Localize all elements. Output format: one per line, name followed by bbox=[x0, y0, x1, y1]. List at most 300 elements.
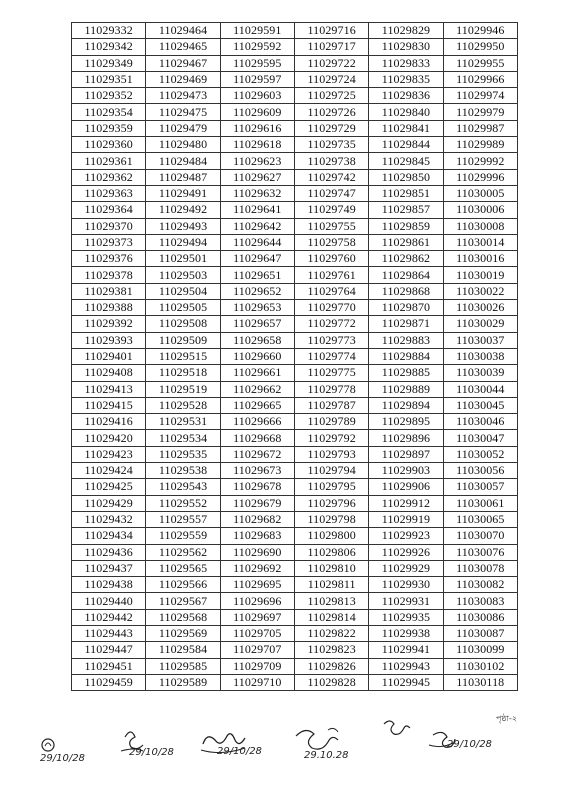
table-row bbox=[72, 446, 518, 462]
roll-number-cell: 11029764 bbox=[294, 283, 368, 299]
roll-number-cell: 11029653 bbox=[220, 300, 294, 316]
table-row bbox=[72, 39, 518, 55]
roll-number-cell: 11030039 bbox=[443, 365, 517, 381]
roll-number-cell: 11029505 bbox=[146, 300, 220, 316]
roll-number-cell: 11029833 bbox=[369, 55, 443, 71]
roll-number-cell: 11030118 bbox=[443, 674, 517, 690]
roll-number-cell: 11029370 bbox=[72, 218, 146, 234]
signature-1-date: 29/10/28 bbox=[40, 753, 85, 764]
roll-number-cell: 11029651 bbox=[220, 267, 294, 283]
roll-number-cell: 11029443 bbox=[72, 625, 146, 641]
signature-2-date: 29/10/28 bbox=[129, 747, 174, 758]
roll-number-cell: 11029432 bbox=[72, 511, 146, 527]
roll-number-cell: 11029943 bbox=[369, 658, 443, 674]
roll-number-cell: 11029475 bbox=[146, 104, 220, 120]
table-row bbox=[72, 593, 518, 609]
roll-number-cell: 11029793 bbox=[294, 446, 368, 462]
roll-number-cell: 11029543 bbox=[146, 479, 220, 495]
roll-number-cell: 11029392 bbox=[72, 316, 146, 332]
roll-number-cell: 11029487 bbox=[146, 169, 220, 185]
roll-number-cell: 11030065 bbox=[443, 511, 517, 527]
table-row bbox=[72, 251, 518, 267]
roll-number-cell: 11030008 bbox=[443, 218, 517, 234]
table-row bbox=[72, 463, 518, 479]
roll-number-cell: 11030082 bbox=[443, 577, 517, 593]
roll-number-cell: 11029534 bbox=[146, 430, 220, 446]
table-row bbox=[72, 267, 518, 283]
table-row bbox=[72, 414, 518, 430]
roll-number-cell: 11030083 bbox=[443, 593, 517, 609]
signature-3-date: 29/10/28 bbox=[217, 746, 262, 757]
roll-number-cell: 11029758 bbox=[294, 234, 368, 250]
table-row bbox=[72, 55, 518, 71]
roll-number-cell: 11029508 bbox=[146, 316, 220, 332]
roll-number-cell: 11029658 bbox=[220, 332, 294, 348]
roll-number-cell: 11029945 bbox=[369, 674, 443, 690]
roll-number-cell: 11029761 bbox=[294, 267, 368, 283]
roll-number-cell: 11029363 bbox=[72, 185, 146, 201]
roll-number-cell: 11029770 bbox=[294, 300, 368, 316]
table-row bbox=[72, 381, 518, 397]
roll-number-cell: 11029465 bbox=[146, 39, 220, 55]
roll-number-cell: 11029738 bbox=[294, 153, 368, 169]
table-row bbox=[72, 365, 518, 381]
roll-number-cell: 11029774 bbox=[294, 348, 368, 364]
roll-number-cell: 11029760 bbox=[294, 251, 368, 267]
roll-number-cell: 11029789 bbox=[294, 414, 368, 430]
roll-number-cell: 11029515 bbox=[146, 348, 220, 364]
table-row bbox=[72, 625, 518, 641]
signature-6-date: 29/10/28 bbox=[447, 739, 492, 750]
roll-number-cell: 11030102 bbox=[443, 658, 517, 674]
roll-number-cell: 11029966 bbox=[443, 71, 517, 87]
roll-number-cell: 11029705 bbox=[220, 625, 294, 641]
roll-number-cell: 11029755 bbox=[294, 218, 368, 234]
roll-number-cell: 11029717 bbox=[294, 39, 368, 55]
roll-number-cell: 11029923 bbox=[369, 528, 443, 544]
roll-number-cell: 11029661 bbox=[220, 365, 294, 381]
roll-number-cell: 11029434 bbox=[72, 528, 146, 544]
roll-number-cell: 11029725 bbox=[294, 88, 368, 104]
roll-number-cell: 11029722 bbox=[294, 55, 368, 71]
roll-number-cell: 11029408 bbox=[72, 365, 146, 381]
roll-number-cell: 11029845 bbox=[369, 153, 443, 169]
table-row bbox=[72, 609, 518, 625]
roll-number-cell: 11029381 bbox=[72, 283, 146, 299]
roll-number-cell: 11029707 bbox=[220, 642, 294, 658]
roll-number-cell: 11029870 bbox=[369, 300, 443, 316]
roll-number-cell: 11029726 bbox=[294, 104, 368, 120]
roll-number-cell: 11029591 bbox=[220, 23, 294, 39]
roll-number-cell: 11029644 bbox=[220, 234, 294, 250]
roll-number-cell: 11029889 bbox=[369, 381, 443, 397]
roll-number-cell: 11029835 bbox=[369, 71, 443, 87]
roll-number-cell: 11030052 bbox=[443, 446, 517, 462]
roll-number-cell: 11029861 bbox=[369, 234, 443, 250]
roll-number-cell: 11029690 bbox=[220, 544, 294, 560]
roll-number-cell: 11029822 bbox=[294, 625, 368, 641]
roll-number-cell: 11029603 bbox=[220, 88, 294, 104]
roll-number-cell: 11029342 bbox=[72, 39, 146, 55]
roll-number-cell: 11029557 bbox=[146, 511, 220, 527]
roll-number-table bbox=[71, 22, 518, 691]
roll-number-cell: 11030044 bbox=[443, 381, 517, 397]
roll-number-cell: 11029906 bbox=[369, 479, 443, 495]
roll-number-cell: 11029697 bbox=[220, 609, 294, 625]
roll-number-cell: 11029429 bbox=[72, 495, 146, 511]
roll-number-cell: 11029567 bbox=[146, 593, 220, 609]
roll-number-cell: 11030026 bbox=[443, 300, 517, 316]
roll-number-cell: 11029692 bbox=[220, 560, 294, 576]
roll-number-cell: 11029559 bbox=[146, 528, 220, 544]
roll-number-cell: 11029929 bbox=[369, 560, 443, 576]
roll-number-cell: 11029823 bbox=[294, 642, 368, 658]
roll-number-cell: 11029800 bbox=[294, 528, 368, 544]
table-row bbox=[72, 120, 518, 136]
roll-number-cell: 11029467 bbox=[146, 55, 220, 71]
roll-number-cell: 11029623 bbox=[220, 153, 294, 169]
roll-number-cell: 11029627 bbox=[220, 169, 294, 185]
roll-number-cell: 11030056 bbox=[443, 463, 517, 479]
table-row bbox=[72, 430, 518, 446]
table-row bbox=[72, 658, 518, 674]
roll-number-cell: 11029679 bbox=[220, 495, 294, 511]
roll-number-cell: 11029792 bbox=[294, 430, 368, 446]
roll-number-cell: 11029683 bbox=[220, 528, 294, 544]
table-row bbox=[72, 88, 518, 104]
table-row bbox=[72, 104, 518, 120]
table-row bbox=[72, 169, 518, 185]
roll-number-cell: 11029903 bbox=[369, 463, 443, 479]
roll-number-cell: 11029724 bbox=[294, 71, 368, 87]
roll-number-cell: 11029709 bbox=[220, 658, 294, 674]
table-row bbox=[72, 202, 518, 218]
signature-2 bbox=[115, 725, 185, 765]
table-row bbox=[72, 348, 518, 364]
roll-number-cell: 11030086 bbox=[443, 609, 517, 625]
roll-number-cell: 11029735 bbox=[294, 137, 368, 153]
roll-number-cell: 11029897 bbox=[369, 446, 443, 462]
roll-number-cell: 11029836 bbox=[369, 88, 443, 104]
table-row bbox=[72, 316, 518, 332]
roll-number-cell: 11029695 bbox=[220, 577, 294, 593]
roll-number-cell: 11029469 bbox=[146, 71, 220, 87]
table-row bbox=[72, 642, 518, 658]
signature-1 bbox=[36, 735, 96, 771]
roll-number-cell: 11029451 bbox=[72, 658, 146, 674]
roll-number-cell: 11029362 bbox=[72, 169, 146, 185]
roll-number-cell: 11029773 bbox=[294, 332, 368, 348]
roll-number-cell: 11030038 bbox=[443, 348, 517, 364]
roll-number-cell: 11029930 bbox=[369, 577, 443, 593]
roll-number-cell: 11029826 bbox=[294, 658, 368, 674]
roll-number-cell: 11029662 bbox=[220, 381, 294, 397]
table-row bbox=[72, 23, 518, 39]
roll-number-cell: 11029742 bbox=[294, 169, 368, 185]
roll-number-cell: 11029538 bbox=[146, 463, 220, 479]
roll-number-cell: 11029775 bbox=[294, 365, 368, 381]
roll-number-cell: 11029332 bbox=[72, 23, 146, 39]
signature-2-mark bbox=[115, 725, 185, 765]
roll-number-cell: 11029647 bbox=[220, 251, 294, 267]
roll-number-cell: 11029420 bbox=[72, 430, 146, 446]
roll-number-cell: 11029884 bbox=[369, 348, 443, 364]
roll-number-cell: 11029349 bbox=[72, 55, 146, 71]
roll-number-cell: 11029665 bbox=[220, 397, 294, 413]
roll-number-cell: 11029992 bbox=[443, 153, 517, 169]
roll-number-cell: 11029806 bbox=[294, 544, 368, 560]
roll-number-cell: 11029351 bbox=[72, 71, 146, 87]
roll-number-cell: 11029716 bbox=[294, 23, 368, 39]
roll-number-cell: 11029857 bbox=[369, 202, 443, 218]
roll-number-cell: 11029796 bbox=[294, 495, 368, 511]
roll-number-cell: 11029609 bbox=[220, 104, 294, 120]
roll-number-cell: 11029535 bbox=[146, 446, 220, 462]
roll-number-cell: 11029480 bbox=[146, 137, 220, 153]
roll-number-cell: 11029672 bbox=[220, 446, 294, 462]
roll-number-cell: 11029979 bbox=[443, 104, 517, 120]
roll-number-cell: 11029584 bbox=[146, 642, 220, 658]
roll-number-cell: 11029592 bbox=[220, 39, 294, 55]
roll-number-cell: 11029501 bbox=[146, 251, 220, 267]
roll-number-cell: 11029473 bbox=[146, 88, 220, 104]
roll-number-cell: 11029810 bbox=[294, 560, 368, 576]
roll-number-cell: 11029436 bbox=[72, 544, 146, 560]
roll-number-cell: 11030061 bbox=[443, 495, 517, 511]
roll-number-cell: 11029840 bbox=[369, 104, 443, 120]
roll-number-cell: 11029423 bbox=[72, 446, 146, 462]
roll-number-cell: 11029896 bbox=[369, 430, 443, 446]
roll-number-cell: 11029552 bbox=[146, 495, 220, 511]
roll-number-cell: 11029528 bbox=[146, 397, 220, 413]
roll-number-cell: 11029416 bbox=[72, 414, 146, 430]
roll-number-cell: 11029798 bbox=[294, 511, 368, 527]
table-row bbox=[72, 495, 518, 511]
roll-number-cell: 11029459 bbox=[72, 674, 146, 690]
roll-number-cell: 11029484 bbox=[146, 153, 220, 169]
roll-number-cell: 11030022 bbox=[443, 283, 517, 299]
roll-number-cell: 11030019 bbox=[443, 267, 517, 283]
roll-number-cell: 11029935 bbox=[369, 609, 443, 625]
roll-number-cell: 11029696 bbox=[220, 593, 294, 609]
roll-number-cell: 11029440 bbox=[72, 593, 146, 609]
roll-number-cell: 11029361 bbox=[72, 153, 146, 169]
signature-4-date: 29.10.28 bbox=[304, 750, 349, 761]
table-row bbox=[72, 185, 518, 201]
roll-number-cell: 11029950 bbox=[443, 39, 517, 55]
roll-number-cell: 11029597 bbox=[220, 71, 294, 87]
roll-number-cell: 11029519 bbox=[146, 381, 220, 397]
roll-number-cell: 11029850 bbox=[369, 169, 443, 185]
roll-number-cell: 11029868 bbox=[369, 283, 443, 299]
roll-number-cell: 11029494 bbox=[146, 234, 220, 250]
roll-number-cell: 11029401 bbox=[72, 348, 146, 364]
roll-number-cell: 11029941 bbox=[369, 642, 443, 658]
roll-number-cell: 11029376 bbox=[72, 251, 146, 267]
roll-number-cell: 11029373 bbox=[72, 234, 146, 250]
roll-number-cell: 11029668 bbox=[220, 430, 294, 446]
table-row bbox=[72, 71, 518, 87]
page-number: পৃষ্ঠা-২ bbox=[496, 714, 518, 723]
roll-number-cell: 11029569 bbox=[146, 625, 220, 641]
roll-number-cell: 11029919 bbox=[369, 511, 443, 527]
roll-number-cell: 11030005 bbox=[443, 185, 517, 201]
roll-number-cell: 11029912 bbox=[369, 495, 443, 511]
roll-number-cell: 11029352 bbox=[72, 88, 146, 104]
roll-number-cell: 11030046 bbox=[443, 414, 517, 430]
table-row bbox=[72, 528, 518, 544]
roll-number-cell: 11030047 bbox=[443, 430, 517, 446]
roll-number-cell: 11029354 bbox=[72, 104, 146, 120]
roll-number-cell: 11029503 bbox=[146, 267, 220, 283]
roll-number-cell: 11029504 bbox=[146, 283, 220, 299]
roll-number-cell: 11029830 bbox=[369, 39, 443, 55]
roll-number-cell: 11029829 bbox=[369, 23, 443, 39]
roll-number-cell: 11029894 bbox=[369, 397, 443, 413]
roll-number-cell: 11029464 bbox=[146, 23, 220, 39]
roll-number-cell: 11029424 bbox=[72, 463, 146, 479]
roll-number-cell: 11029660 bbox=[220, 348, 294, 364]
roll-number-cell: 11029895 bbox=[369, 414, 443, 430]
table-row bbox=[72, 560, 518, 576]
roll-number-cell: 11030057 bbox=[443, 479, 517, 495]
roll-number-cell: 11029437 bbox=[72, 560, 146, 576]
roll-number-cell: 11030070 bbox=[443, 528, 517, 544]
roll-number-cell: 11029359 bbox=[72, 120, 146, 136]
signature-5 bbox=[378, 716, 418, 746]
roll-number-cell: 11029388 bbox=[72, 300, 146, 316]
roll-number-cell: 11029595 bbox=[220, 55, 294, 71]
roll-number-cell: 11030014 bbox=[443, 234, 517, 250]
roll-number-cell: 11029641 bbox=[220, 202, 294, 218]
roll-number-cell: 11029447 bbox=[72, 642, 146, 658]
roll-number-table-body bbox=[72, 23, 518, 691]
roll-number-cell: 11029585 bbox=[146, 658, 220, 674]
roll-number-cell: 11030037 bbox=[443, 332, 517, 348]
table-row bbox=[72, 511, 518, 527]
roll-number-cell: 11029616 bbox=[220, 120, 294, 136]
roll-number-cell: 11029393 bbox=[72, 332, 146, 348]
roll-number-cell: 11029413 bbox=[72, 381, 146, 397]
roll-number-cell: 11029795 bbox=[294, 479, 368, 495]
roll-number-cell: 11029844 bbox=[369, 137, 443, 153]
roll-number-cell: 11029989 bbox=[443, 137, 517, 153]
roll-number-cell: 11029562 bbox=[146, 544, 220, 560]
table-row bbox=[72, 234, 518, 250]
roll-number-cell: 11029666 bbox=[220, 414, 294, 430]
roll-number-cell: 11029442 bbox=[72, 609, 146, 625]
table-row bbox=[72, 544, 518, 560]
roll-number-cell: 11029871 bbox=[369, 316, 443, 332]
roll-number-cell: 11029811 bbox=[294, 577, 368, 593]
roll-number-cell: 11029859 bbox=[369, 218, 443, 234]
roll-number-cell: 11029862 bbox=[369, 251, 443, 267]
table-row bbox=[72, 397, 518, 413]
signature-4 bbox=[290, 722, 370, 762]
roll-number-cell: 11029682 bbox=[220, 511, 294, 527]
roll-number-cell: 11030016 bbox=[443, 251, 517, 267]
roll-number-cell: 11029885 bbox=[369, 365, 443, 381]
roll-number-cell: 11030078 bbox=[443, 560, 517, 576]
roll-number-cell: 11029851 bbox=[369, 185, 443, 201]
roll-number-cell: 11029794 bbox=[294, 463, 368, 479]
roll-number-cell: 11029360 bbox=[72, 137, 146, 153]
roll-number-cell: 11029787 bbox=[294, 397, 368, 413]
roll-number-cell: 11029710 bbox=[220, 674, 294, 690]
roll-number-cell: 11029425 bbox=[72, 479, 146, 495]
roll-number-cell: 11029772 bbox=[294, 316, 368, 332]
roll-number-cell: 11029438 bbox=[72, 577, 146, 593]
roll-number-cell: 11029479 bbox=[146, 120, 220, 136]
roll-number-cell: 11029657 bbox=[220, 316, 294, 332]
table-row bbox=[72, 332, 518, 348]
roll-number-cell: 11030029 bbox=[443, 316, 517, 332]
roll-number-cell: 11029493 bbox=[146, 218, 220, 234]
roll-number-cell: 11029864 bbox=[369, 267, 443, 283]
table-row bbox=[72, 218, 518, 234]
roll-number-cell: 11029841 bbox=[369, 120, 443, 136]
roll-number-cell: 11029364 bbox=[72, 202, 146, 218]
roll-number-cell: 11029883 bbox=[369, 332, 443, 348]
roll-number-cell: 11029828 bbox=[294, 674, 368, 690]
roll-number-cell: 11029518 bbox=[146, 365, 220, 381]
roll-number-cell: 11029652 bbox=[220, 283, 294, 299]
roll-number-cell: 11029565 bbox=[146, 560, 220, 576]
table-row bbox=[72, 137, 518, 153]
roll-number-cell: 11030045 bbox=[443, 397, 517, 413]
roll-number-cell: 11029813 bbox=[294, 593, 368, 609]
signature-3 bbox=[195, 728, 275, 768]
roll-number-cell: 11029987 bbox=[443, 120, 517, 136]
signature-5-mark bbox=[378, 716, 418, 746]
roll-number-cell: 11029618 bbox=[220, 137, 294, 153]
roll-number-cell: 11029568 bbox=[146, 609, 220, 625]
roll-number-cell: 11029926 bbox=[369, 544, 443, 560]
roll-number-cell: 11029729 bbox=[294, 120, 368, 136]
roll-number-cell: 11029589 bbox=[146, 674, 220, 690]
table-row bbox=[72, 300, 518, 316]
roll-number-cell: 11029749 bbox=[294, 202, 368, 218]
roll-number-cell: 11030087 bbox=[443, 625, 517, 641]
table-row bbox=[72, 283, 518, 299]
table-row bbox=[72, 479, 518, 495]
roll-number-cell: 11029946 bbox=[443, 23, 517, 39]
roll-number-cell: 11029566 bbox=[146, 577, 220, 593]
roll-number-cell: 11030076 bbox=[443, 544, 517, 560]
roll-number-cell: 11029955 bbox=[443, 55, 517, 71]
roll-number-cell: 11029632 bbox=[220, 185, 294, 201]
roll-number-cell: 11029491 bbox=[146, 185, 220, 201]
roll-number-cell: 11030099 bbox=[443, 642, 517, 658]
roll-number-cell: 11029509 bbox=[146, 332, 220, 348]
signature-6 bbox=[425, 725, 495, 765]
roll-number-cell: 11029673 bbox=[220, 463, 294, 479]
roll-number-cell: 11029747 bbox=[294, 185, 368, 201]
roll-number-cell: 11029678 bbox=[220, 479, 294, 495]
roll-number-cell: 11030006 bbox=[443, 202, 517, 218]
roll-number-cell: 11029642 bbox=[220, 218, 294, 234]
roll-number-cell: 11029415 bbox=[72, 397, 146, 413]
roll-number-cell: 11029996 bbox=[443, 169, 517, 185]
roll-number-cell: 11029938 bbox=[369, 625, 443, 641]
roll-number-cell: 11029931 bbox=[369, 593, 443, 609]
table-row bbox=[72, 674, 518, 690]
roll-number-cell: 11029492 bbox=[146, 202, 220, 218]
roll-number-cell: 11029778 bbox=[294, 381, 368, 397]
table-row bbox=[72, 153, 518, 169]
roll-number-cell: 11029531 bbox=[146, 414, 220, 430]
roll-number-cell: 11029814 bbox=[294, 609, 368, 625]
